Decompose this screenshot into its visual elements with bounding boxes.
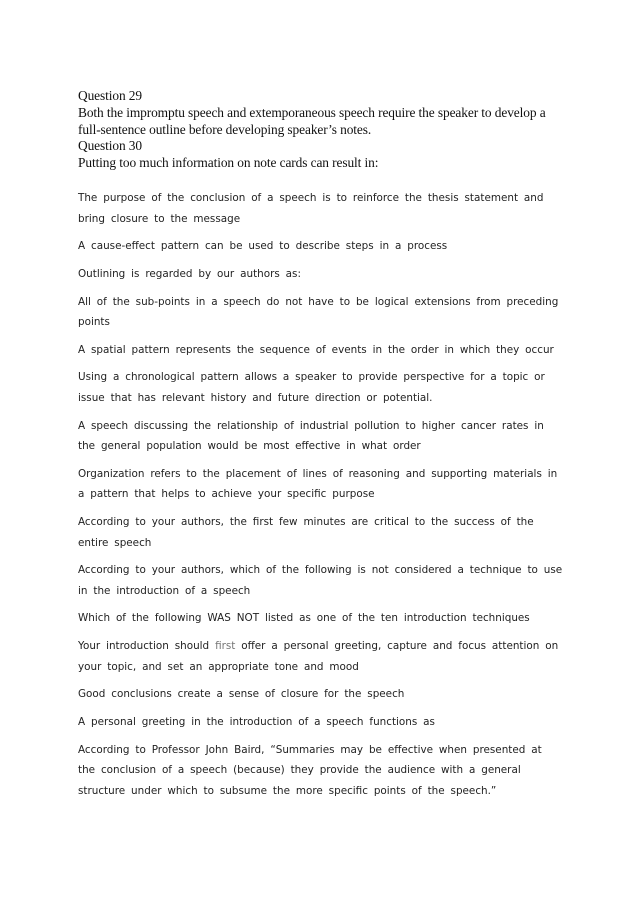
- statement-item: According to your authors, which of the following is not considered a technique to use in the introduction of a speech: [78, 564, 563, 597]
- statement-list: [78, 188, 564, 808]
- question-29-label: Question 29: [78, 88, 142, 103]
- statement-item: Good conclusions create a sense of closure for the speech: [78, 688, 405, 701]
- statement-item: All of the sub-points in a speech do not have to be logical extensions from preceding points: [78, 295, 559, 329]
- statement-item: A personal greeting in the introduction of a speech functions as: [78, 715, 435, 728]
- question-block: [78, 88, 568, 172]
- question-29-text: Both the impromptu speech and extemporaneous speech require the speaker to develop a full-sentence outline before developing speaker’s notes.: [78, 104, 546, 137]
- statement-item: According to your authors, the first few minutes are critical to the success of the entire speech: [78, 516, 534, 549]
- statement-item: Outlining is regarded by our authors as:: [78, 267, 301, 280]
- statement-item: A spatial pattern represents the sequence of events in the order in which they occur: [78, 343, 554, 356]
- statement-emphasis: first: [215, 640, 236, 653]
- statement-text: Your introduction should: [78, 640, 216, 653]
- statement-item: Using a chronological pattern allows a speaker to provide perspective for a topic or issue that has relevant history and future direction or potential.: [78, 371, 545, 404]
- statement-item: A speech discussing the relationship of industrial pollution to higher cancer rates in the general population would be most effective in what order: [78, 419, 544, 453]
- statement-item: Which of the following WAS NOT listed as one of the ten introduction techniques: [78, 612, 530, 625]
- statement-item: The purpose of the conclusion of a speech is to reinforce the thesis statement and bring closure to the message: [78, 192, 544, 225]
- statement-item: A cause-effect pattern can be used to describe steps in a process: [78, 240, 448, 253]
- statement-text: offer a personal greeting, capture and focus attention on your topic, and set an appropriate tone and mood: [78, 640, 559, 673]
- statement-item: According to Professor John Baird, “Summaries may be effective when presented at the conclusion of a speech (because) they provide the audience with a general structure under which to subsume the more specific points of the speech.”: [78, 743, 542, 797]
- question-30-text: Putting too much information on note cards can result in:: [78, 155, 379, 171]
- question-30-label: Question 30: [78, 138, 142, 154]
- statement-item: [78, 636, 564, 677]
- statement-item: Organization refers to the placement of lines of reasoning and supporting materials in a pattern that helps to achieve your specific purpose: [78, 467, 558, 501]
